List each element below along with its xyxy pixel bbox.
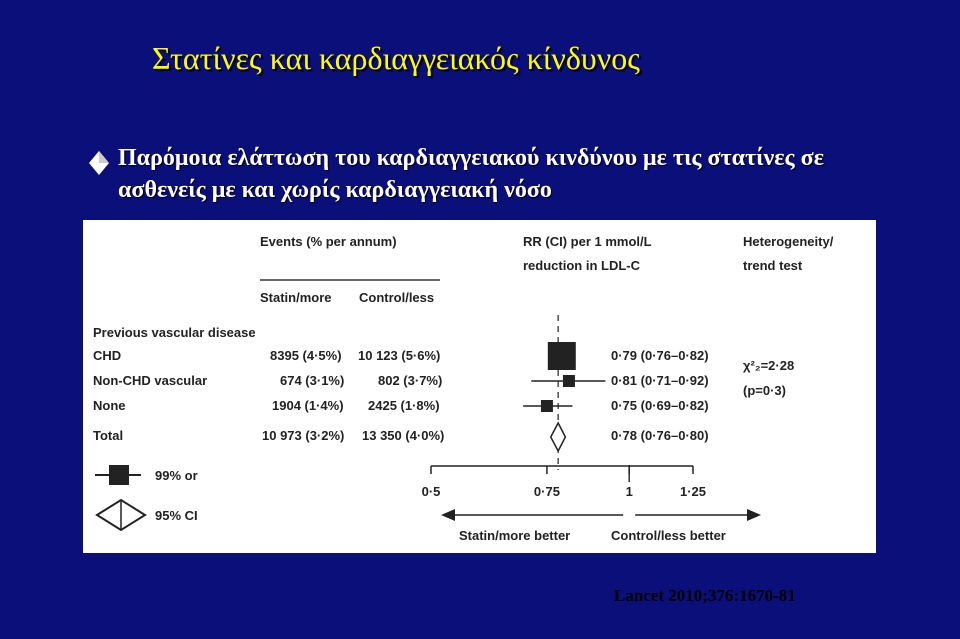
header-control: Control/less (359, 290, 435, 305)
row-label-chd: CHD (93, 348, 122, 363)
forest-plot-svg (83, 220, 876, 553)
header-trend-test: trend test (743, 258, 803, 273)
arrow-left-head (441, 509, 455, 521)
total-diamond (551, 423, 566, 451)
x-axis-tick-label: 0·5 (421, 484, 441, 499)
legend-square-label: 99% or (155, 468, 198, 483)
citation: Lancet 2010;376:1670-81 (614, 586, 796, 605)
row-label-total: Total (93, 428, 124, 443)
control-none: 2425 (1·8%) (368, 398, 440, 413)
rr-text-total: 0·78 (0·76–0·80) (611, 428, 709, 443)
arrow-right-label: Control/less better (611, 528, 726, 543)
statin-total: 10 973 (3·2%) (262, 428, 345, 443)
control-non-chd: 802 (3·7%) (378, 373, 443, 388)
header-statin: Statin/more (260, 290, 332, 305)
forest-plot-figure (83, 220, 876, 553)
statin-chd: 8395 (4·5%) (270, 348, 342, 363)
point-estimate-square (541, 400, 553, 412)
x-axis-tick-label: 0·75 (533, 484, 560, 499)
point-estimate-square (563, 375, 575, 387)
diamond-bullet-icon (88, 150, 110, 176)
row-label-non-chd: Non-CHD vascular (93, 373, 208, 388)
arrow-left-label: Statin/more better (459, 528, 571, 543)
rr-text-non-chd: 0·81 (0·71–0·92) (611, 373, 709, 388)
legend-diamond-label: 95% CI (155, 508, 198, 523)
rr-text-chd: 0·79 (0·76–0·82) (611, 348, 709, 363)
rr-text-none: 0·75 (0·69–0·82) (611, 398, 709, 413)
header-rr: RR (CI) per 1 mmol/L (523, 234, 652, 249)
point-estimate-square (548, 342, 576, 370)
statin-non-chd: 674 (3·1%) (280, 373, 345, 388)
header-heterogeneity: Heterogeneity/ (743, 234, 834, 249)
control-total: 13 350 (4·0%) (362, 428, 445, 443)
plot-layer (422, 315, 761, 543)
heterogeneity-chi: χ²₂=2·28 (743, 358, 795, 373)
x-axis-tick-label: 1·25 (679, 484, 707, 499)
x-axis-tick-label: 1 (625, 484, 633, 499)
section-label: Previous vascular disease (93, 325, 256, 340)
arrow-right-head (747, 509, 761, 521)
slide-title: Στατίνες και καρδιαγγειακός κίνδυνος (152, 40, 640, 76)
statin-none: 1904 (1·4%) (272, 398, 344, 413)
legend-square-icon (109, 465, 129, 485)
control-chd: 10 123 (5·6%) (358, 348, 441, 363)
heterogeneity-p: (p=0·3) (743, 383, 786, 398)
bullet-text: Παρόμοια ελάττωση του καρδιαγγειακού κινδύνου με τις στατίνες σε ασθενείς με και χωρίς καρδιαγγειακή νόσο (118, 145, 824, 203)
header-events: Events (% per annum) (260, 234, 397, 249)
row-label-none: None (93, 398, 126, 413)
header-rr-line2: reduction in LDL-C (523, 258, 640, 273)
